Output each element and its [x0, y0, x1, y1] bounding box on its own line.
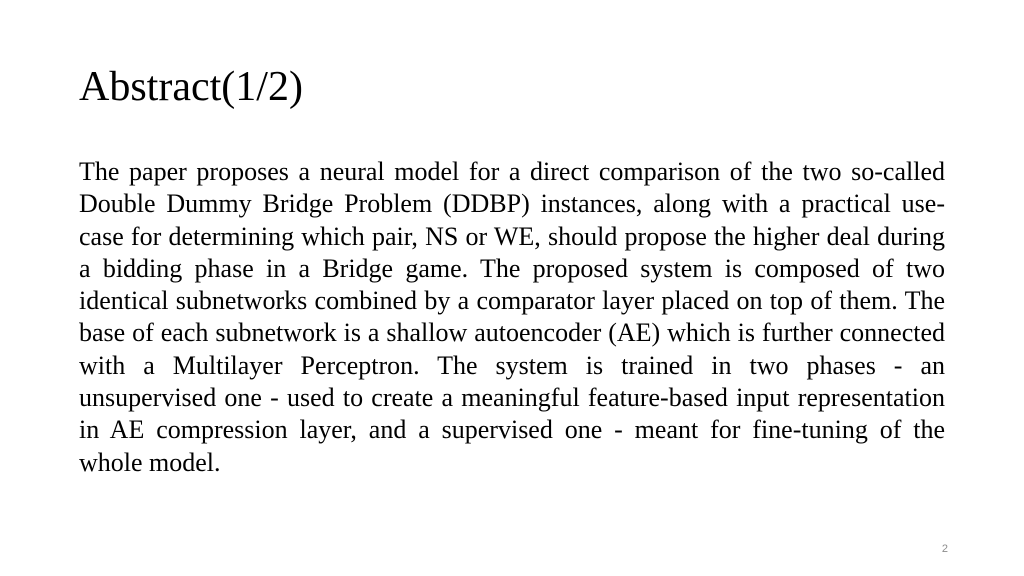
slide-title: Abstract(1/2) — [79, 64, 303, 110]
slide-number: 2 — [941, 543, 948, 555]
abstract-paragraph: The paper proposes a neural model for a direct comparison of the two so-called Double Dummy Bridge Problem (DDBP) instances, along with a practical use-case for determining which pair, NS or WE, should propose the higher deal during a bidding phase in a Bridge game. The proposed system is composed of two identical subnetworks combined by a comparator layer placed on top of them. The base of each subnetwork is a shallow autoencoder (AE) which is further connected with a Multilayer Perceptron. The system is trained in two phases - an unsupervised one - used to create a meaningful feature-based input representation in AE compression layer, and a supervised one - meant for fine-tuning of the whole model. — [79, 157, 945, 477]
